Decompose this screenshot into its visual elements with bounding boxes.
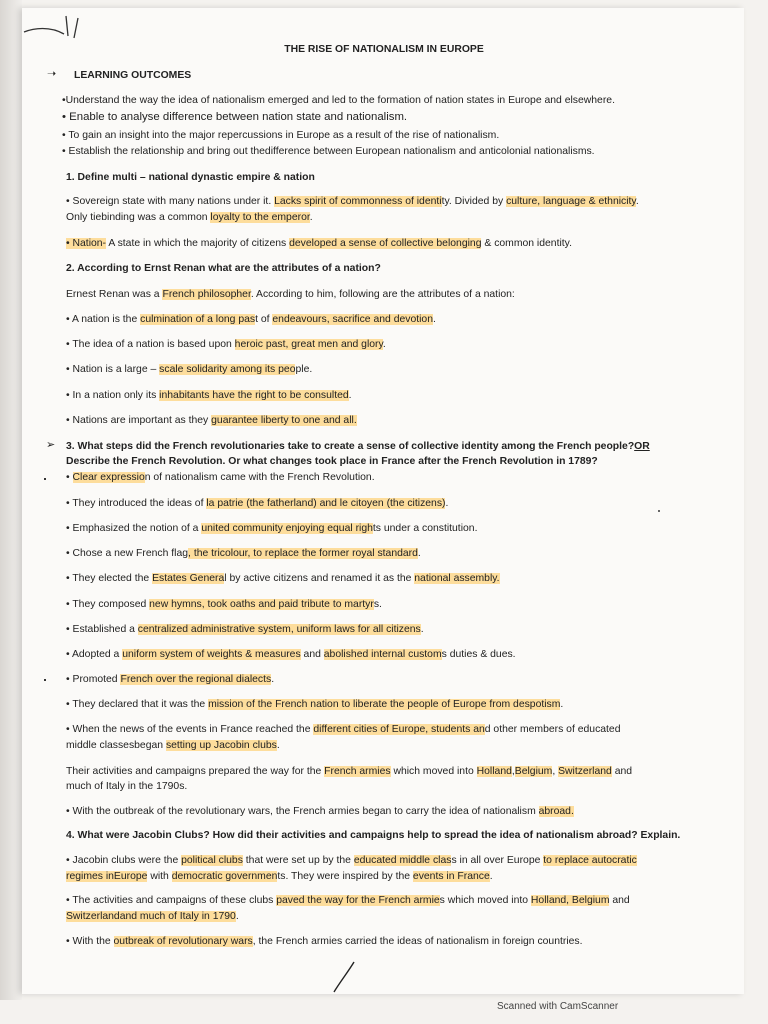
list-item (66, 739, 280, 752)
outcome-line: • Enable to analyse difference between nation state and nationalism. (62, 111, 408, 123)
text-segment: and (609, 895, 630, 906)
text-segment: , (552, 766, 559, 777)
text-segment: • Nations are important as they (66, 415, 212, 426)
highlighted-text: different cities of Europe, students an (313, 724, 485, 735)
highlighted-text: regimes inEurope (66, 871, 148, 882)
highlighted-text: developed a sense of collective belonging (289, 238, 482, 249)
text-segment: . (417, 548, 421, 559)
question-3-or: OR (634, 441, 650, 452)
highlighted-text: to replace autocratic (543, 855, 637, 866)
text-segment: . (489, 871, 493, 882)
highlighted-text: • Nation- (66, 238, 107, 249)
text-segment: . (276, 740, 280, 751)
highlighted-text: educated middle clas (353, 855, 452, 866)
answer-line (66, 195, 639, 208)
list-item (66, 522, 477, 535)
text-segment: • The activities and campaigns of these clubs (66, 895, 277, 906)
outcome-line: •Understand the way the idea of nationalism emerged and led to the formation of nation states in Europe and elsewhere. (62, 95, 615, 106)
outcome-line: • To gain an insight into the major repercussions in Europe as a result of the rise of nationalism. (62, 130, 500, 141)
text-segment: • A nation is the (66, 314, 141, 325)
text-segment: ts under a constitution. (372, 523, 478, 534)
list-item (66, 363, 312, 376)
highlighted-text: culmination of a long pas (140, 314, 256, 325)
question-2: 2. According to Ernst Renan what are the attributes of a nation? (66, 263, 381, 274)
text-segment: • (66, 472, 73, 483)
highlighted-text: Holland (476, 766, 512, 777)
text-segment: . According to him, following are the attributes of a nation: (250, 289, 515, 300)
text-segment: ple. (295, 364, 313, 375)
ink-dot (44, 679, 46, 681)
text-segment: . (432, 314, 436, 325)
list-item (66, 870, 493, 883)
text-segment: . (309, 212, 313, 223)
text-segment: d other members of educated (484, 724, 621, 735)
text-segment: and (611, 766, 633, 777)
question-3-alt: Describe the French Revolution. Or what changes took place in France after the French Revolution in 1789? (66, 456, 598, 467)
highlighted-text: guarantee liberty to one and all. (211, 415, 357, 426)
text-segment: which moved into (390, 766, 477, 777)
highlighted-text: scale solidarity among its peo (159, 364, 296, 375)
highlighted-text: mission of the French nation to liberate the people of Europe from despotism (208, 699, 561, 710)
highlighted-text: la patrie (the fatherland) and le citoyen (the citizens) (206, 498, 446, 509)
arrowhead-marker-icon: ➢ (46, 439, 56, 451)
text-segment: , the French armies carried the ideas of nationalism in foreign countries. (252, 936, 583, 947)
highlighted-text: new hymns, took oaths and paid tribute to martyr (149, 599, 374, 610)
highlighted-text: culture, language & ethnicity (506, 196, 636, 207)
highlighted-text: outbreak of revolutionary wars (113, 936, 253, 947)
list-item (66, 698, 563, 711)
text-segment: ty. Divided by (441, 196, 507, 207)
list-item (66, 497, 448, 510)
text-segment: • They elected the (66, 573, 153, 584)
text-segment: • The idea of a nation is based upon (66, 339, 235, 350)
text-segment: • Sovereign state with many nations under it. (66, 196, 275, 207)
list-item (66, 598, 382, 611)
pen-stroke-mark (328, 958, 362, 998)
text-segment: • Adopted a (66, 649, 123, 660)
arrow-marker-icon: ➝ (47, 68, 57, 80)
text-segment: n of nationalism came with the French Revolution. (144, 472, 375, 483)
highlighted-text: events in France (412, 871, 490, 882)
text-segment: . (235, 911, 239, 922)
text-segment: s. (373, 599, 382, 610)
scanner-watermark: Scanned with CamScanner (497, 1001, 619, 1012)
text-segment: • Jacobin clubs were the (66, 855, 182, 866)
list-item (66, 648, 516, 661)
text-segment: l by active citizens and renamed it as the (224, 573, 415, 584)
highlighted-text: Estates Genera (152, 573, 225, 584)
highlighted-text: French philosopher (162, 289, 251, 300)
text-segment: • Nation is a large – (66, 364, 160, 375)
highlighted-text: united community enjoying equal righ (201, 523, 373, 534)
highlighted-text: inhabitants have the right to be consulted (159, 390, 349, 401)
highlighted-text: paved the way for the French armie (276, 895, 440, 906)
text-segment: Only tiebinding was a common (66, 212, 211, 223)
ink-dot (658, 510, 660, 512)
text-segment: • With the (66, 936, 114, 947)
text-segment: much of Italy in the 1790s. (66, 781, 188, 792)
highlighted-text: endeavours, sacrifice and devotion (272, 314, 433, 325)
text-segment: with (147, 871, 172, 882)
list-item (66, 805, 574, 818)
highlighted-text: setting up Jacobin clubs (165, 740, 277, 751)
answer-line (66, 211, 313, 224)
list-item (66, 414, 357, 427)
list-item (66, 780, 187, 793)
answer-line (66, 237, 572, 250)
text-segment: and (300, 649, 324, 660)
text-segment: • Established a (66, 624, 138, 635)
highlighted-text: loyalty to the emperor (210, 212, 310, 223)
list-item (66, 471, 375, 484)
highlighted-text: Switzerlandand much of Italy in 1790 (66, 911, 236, 922)
highlighted-text: Belgium (514, 766, 553, 777)
text-segment: . (420, 624, 424, 635)
text-segment: A state in which the majority of citizens (106, 238, 290, 249)
text-segment: s in all over Europe (451, 855, 544, 866)
text-segment: • Promoted (66, 674, 121, 685)
text-segment: that were set up by the (242, 855, 354, 866)
highlighted-text: French armies (324, 766, 391, 777)
text-segment: t of (255, 314, 273, 325)
text-segment: • They composed (66, 599, 150, 610)
pen-scribble-mark (20, 12, 90, 40)
highlighted-text: Lacks spirit of commonness of identi (274, 196, 442, 207)
highlighted-text: Clear expressio (72, 472, 145, 483)
list-item (66, 623, 424, 636)
text-segment: • In a nation only its (66, 390, 160, 401)
list-item (66, 673, 274, 686)
text-segment: & common identity. (481, 238, 572, 249)
document-title: THE RISE OF NATIONALISM IN EUROPE (284, 44, 484, 55)
list-item (66, 723, 620, 736)
text-segment: , (511, 766, 515, 777)
question-3 (66, 440, 650, 453)
text-segment: . (348, 390, 352, 401)
text-segment: . (271, 674, 275, 685)
list-item (66, 313, 436, 326)
question-4: 4. What were Jacobin Clubs? How did their activities and campaigns help to spread the idea of nationalism abroad? Explain. (66, 830, 681, 841)
text-segment: • Chose a new French flag (66, 548, 189, 559)
page-edge-shadow (0, 0, 22, 1000)
text-segment: middle classesbegan (66, 740, 166, 751)
list-item (66, 547, 421, 560)
highlighted-text: democratic governmen (171, 871, 278, 882)
text-segment: . (635, 196, 639, 207)
text-segment: • When the news of the events in France reached the (66, 724, 314, 735)
highlighted-text: French over the regional dialects (120, 674, 272, 685)
list-item (66, 572, 500, 585)
text-segment: • Emphasized the notion of a (66, 523, 202, 534)
highlighted-text: abolished internal custom (323, 649, 442, 660)
answer-line (66, 288, 515, 301)
text-segment: • They introduced the ideas of (66, 498, 207, 509)
text-segment: . (382, 339, 386, 350)
highlighted-text: abroad. (538, 806, 574, 817)
text-segment: . (560, 699, 564, 710)
list-item (66, 935, 583, 948)
outcome-line: • Establish the relationship and bring out thedifference between European nationalism and anticolonial nationalisms. (62, 146, 595, 157)
list-item (66, 894, 630, 907)
text-segment: • They declared that it was the (66, 699, 209, 710)
ink-dot (44, 478, 46, 480)
question-3-text: 3. What steps did the French revolutionaries take to create a sense of collective identity among the French people? (66, 441, 635, 452)
highlighted-text: heroic past, great men and glory (234, 339, 383, 350)
text-segment: • With the outbreak of the revolutionary wars, the French armies began to carry the idea of nationalism (66, 806, 539, 817)
highlighted-text: centralized administrative system, uniform laws for all citizens (137, 624, 421, 635)
list-item (66, 338, 386, 351)
text-segment: Their activities and campaigns prepared the way for the (66, 766, 325, 777)
list-item (66, 765, 632, 778)
highlighted-text: Holland, Belgium (530, 895, 610, 906)
list-item (66, 389, 352, 402)
text-segment: ts. They were inspired by the (277, 871, 413, 882)
highlighted-text: political clubs (181, 855, 243, 866)
outcomes-heading: LEARNING OUTCOMES (74, 70, 192, 81)
text-segment: s which moved into (439, 895, 531, 906)
text-segment: s duties & dues. (441, 649, 516, 660)
text-segment: . (445, 498, 449, 509)
question-1: 1. Define multi – national dynastic empire & nation (66, 172, 315, 183)
highlighted-text: , the tricolour, to replace the former royal standard (188, 548, 418, 559)
list-item (66, 910, 239, 923)
highlighted-text: national assembly. (414, 573, 500, 584)
list-item (66, 854, 637, 867)
highlighted-text: Switzerland (558, 766, 612, 777)
text-segment: Ernest Renan was a (66, 289, 163, 300)
highlighted-text: uniform system of weights & measures (122, 649, 301, 660)
